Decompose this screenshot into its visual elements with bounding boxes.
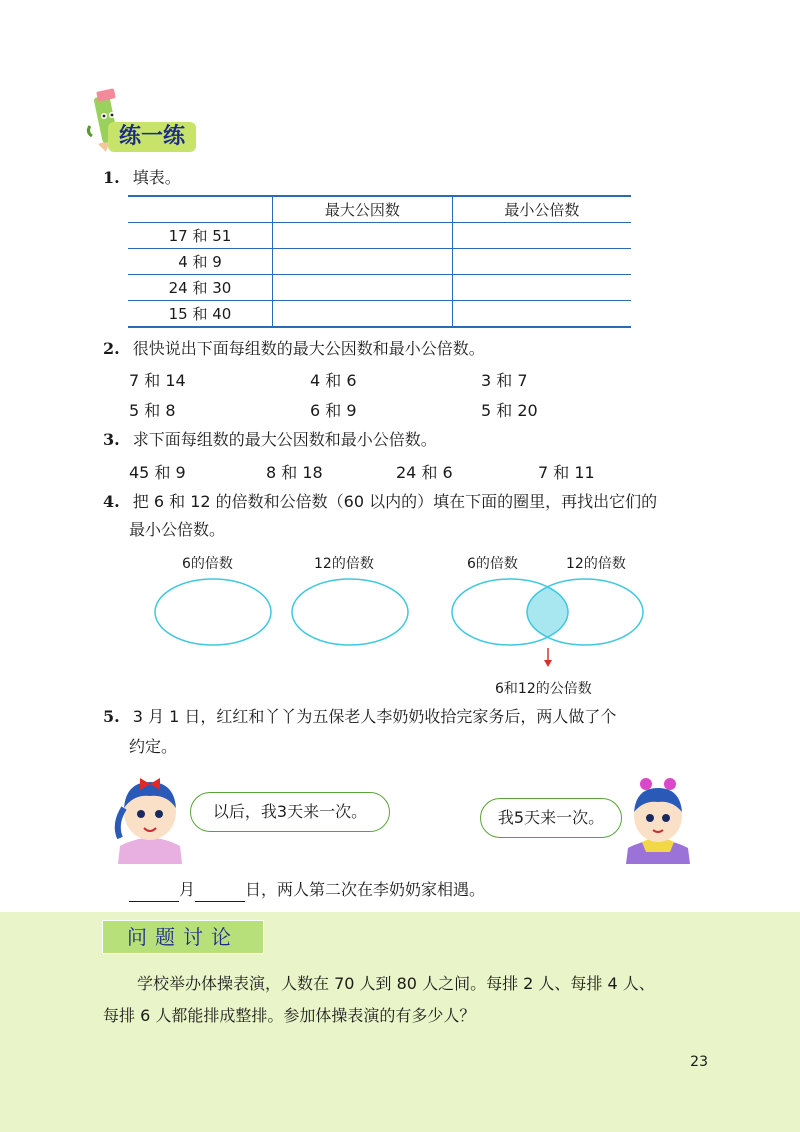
venn-label: 12的倍数 (566, 556, 626, 572)
number-pair: 45 和 9 (129, 463, 186, 482)
multiples-of-6-circle (155, 579, 271, 645)
common-multiples-label: 6和12的公倍数 (495, 681, 592, 697)
question-text: 最小公倍数。 (129, 520, 226, 539)
page-number: 23 (690, 1054, 708, 1070)
question-number: 5. (103, 707, 120, 726)
table-row-label: 4 和 9 (178, 253, 222, 271)
answer-cell (452, 275, 631, 301)
answer-cell (273, 249, 453, 275)
question-number: 1. (103, 168, 120, 187)
section-title: 练一练 (108, 122, 196, 152)
question-text: 3 月 1 日，红红和丫丫为五保老人李奶奶收拾完家务后，两人做了个 (132, 707, 617, 726)
table-row (128, 249, 631, 275)
question-number: 2. (103, 339, 120, 358)
question-text: 求下面每组数的最大公因数和最小公倍数。 (132, 430, 437, 449)
answer-cell (452, 249, 631, 275)
number-pair: 6 和 9 (310, 401, 357, 420)
discussion-question (103, 972, 703, 1028)
answer-cell (273, 275, 453, 301)
speech-bubble-left: 以后，我3天来一次。 (190, 792, 390, 832)
table-row-label: 17 和 51 (168, 227, 232, 245)
answer-cell (452, 301, 631, 328)
answer-text: 月 (179, 880, 196, 899)
table-row-label: 24 和 30 (168, 279, 232, 297)
question-number: 4. (103, 492, 120, 511)
venn-diagrams (150, 570, 650, 670)
number-pair: 24 和 6 (396, 463, 453, 482)
girl-yaya-illustration (618, 772, 698, 864)
discussion-text: 每排 6 人都能排成整排。参加体操表演的有多少人？ (103, 1006, 476, 1025)
blank-month[interactable] (129, 883, 179, 902)
question-5 (103, 705, 723, 759)
discussion-text: 学校举办体操表演，人数在 70 人到 80 人之间。每排 2 人、每排 4 人、 (137, 974, 655, 993)
number-pair: 7 和 11 (538, 463, 595, 482)
answer-cell (273, 223, 453, 249)
table-row (128, 275, 631, 301)
table-header-cell: 最小公倍数 (452, 196, 631, 223)
question-text: 约定。 (129, 737, 178, 756)
number-pair: 4 和 6 (310, 371, 357, 390)
speech-bubble-right: 我5天来一次。 (480, 798, 622, 838)
number-pair: 7 和 14 (129, 371, 186, 390)
answer-text: 日，两人第二次在李奶奶家相遇。 (245, 880, 486, 899)
multiples-of-12-circle (292, 579, 408, 645)
girl-honghong-illustration (110, 768, 190, 864)
question-1 (103, 166, 181, 190)
table-row-label: 15 和 40 (168, 305, 232, 323)
table-header-row (128, 196, 631, 223)
question-text: 填表。 (132, 168, 181, 187)
venn-label: 6的倍数 (182, 556, 233, 572)
table-row (128, 301, 631, 328)
answer-line (129, 878, 485, 902)
number-pair: 5 和 20 (481, 401, 538, 420)
discussion-title: 问题讨论 (102, 920, 264, 954)
question-number: 3. (103, 430, 120, 449)
answer-cell (273, 301, 453, 328)
question-text: 把 6 和 12 的倍数和公倍数（60 以内的）填在下面的圈里，再找出它们的 (132, 492, 658, 511)
fill-table (128, 195, 631, 328)
venn-label: 12的倍数 (314, 556, 374, 572)
number-pair: 8 和 18 (266, 463, 323, 482)
arrow-head-icon (544, 660, 552, 667)
table-header-cell: 最大公因数 (273, 196, 453, 223)
question-3 (103, 428, 437, 452)
blank-day[interactable] (195, 883, 245, 902)
number-pair: 5 和 8 (129, 401, 176, 420)
answer-cell (452, 223, 631, 249)
venn-label: 6的倍数 (467, 556, 518, 572)
table-header-cell (128, 196, 273, 223)
table-row (128, 223, 631, 249)
number-pair: 3 和 7 (481, 371, 528, 390)
question-text: 很快说出下面每组数的最大公因数和最小公倍数。 (132, 339, 485, 358)
question-4 (103, 490, 703, 542)
question-2 (103, 337, 485, 361)
